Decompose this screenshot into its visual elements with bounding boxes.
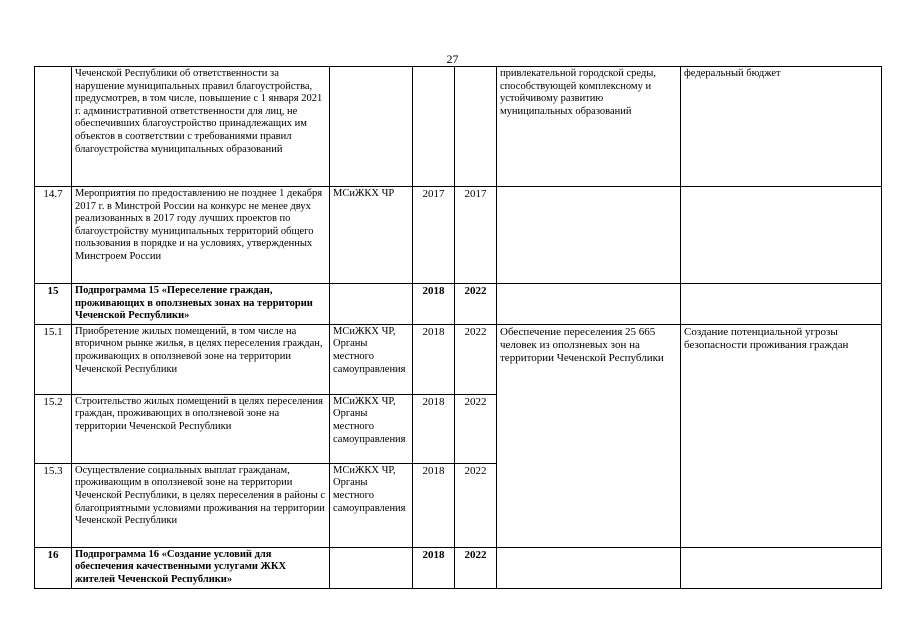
start-year: 2018 — [413, 324, 455, 394]
consequence: Создание потенциальной угрозы безопасности проживания граждан — [681, 324, 882, 547]
end-year: 2022 — [455, 547, 497, 588]
row-number: 15 — [35, 284, 72, 325]
row-number: 15.3 — [35, 463, 72, 547]
start-year: 2018 — [413, 284, 455, 325]
activity-text: Чеченской Республики об ответственности за нарушение муниципальных правил благоустройства, предусмотрев, в том числе, повышение с 1 января 2021 г. административной ответственности для лиц, не обеспечивших благоустройство принадлежащих им объектов в соответствии с требованиями правил благоустройства муниципальных образований — [72, 67, 330, 187]
start-year: 2018 — [413, 547, 455, 588]
expected-result: привлекательной городской среды, способствующей комплексному и устойчивому развитию муниципальных образований — [497, 67, 681, 187]
activity-text: Строительство жилых помещений в целях переселения граждан, проживающих в оползневой зоне на территории Чеченской Республики — [72, 394, 330, 463]
activity-text: Осуществление социальных выплат гражданам, проживающим в оползневой зоне на территории Чеченской Республики, в целях переселения в районы с благоприятными условиями проживания на территории Чеченской Республики — [72, 463, 330, 547]
subprogram-title: Подпрограмма 16 «Создание условий для обеспечения качественными услугами ЖКХ жителей Чеченской Республики» — [72, 547, 330, 588]
executor: МСиЖКХ ЧР, Органы местного самоуправления — [330, 324, 413, 394]
executor — [330, 284, 413, 325]
start-year: 2018 — [413, 463, 455, 547]
executor — [330, 547, 413, 588]
expected-result — [497, 547, 681, 588]
start-year — [413, 67, 455, 187]
consequence: федеральный бюджет — [681, 67, 882, 187]
row-number — [35, 67, 72, 187]
executor: МСиЖКХ ЧР — [330, 187, 413, 284]
end-year: 2022 — [455, 463, 497, 547]
executor: МСиЖКХ ЧР, Органы местного самоуправления — [330, 463, 413, 547]
subprogram-title: Подпрограмма 15 «Переселение граждан, проживающих в оползневых зонах на территории Чеченской Республики» — [72, 284, 330, 325]
page-number: 27 — [446, 52, 459, 66]
consequence — [681, 284, 882, 325]
end-year: 2022 — [455, 324, 497, 394]
end-year: 2017 — [455, 187, 497, 284]
expected-result: Обеспечение переселения 25 665 человек из оползневых зон на территории Чеченской Республики — [497, 324, 681, 547]
consequence — [681, 187, 882, 284]
row-number: 16 — [35, 547, 72, 588]
executor: МСиЖКХ ЧР, Органы местного самоуправления — [330, 394, 413, 463]
table-row-14-7 — [35, 187, 882, 284]
consequence — [681, 547, 882, 588]
table-row-subprogram-16 — [35, 547, 882, 588]
start-year: 2017 — [413, 187, 455, 284]
table-row-subprogram-15 — [35, 284, 882, 325]
start-year: 2018 — [413, 394, 455, 463]
activity-text: Мероприятия по предоставлению не позднее 1 декабря 2017 г. в Минстрой России на конкурс не менее двух реализованных в 2017 году лучших проектов по благоустройству муниципальных территорий общего пользования в порядке и на условиях, утвержденных Минстроем России — [72, 187, 330, 284]
row-number: 15.1 — [35, 324, 72, 394]
executor — [330, 67, 413, 187]
expected-result — [497, 187, 681, 284]
row-number: 14.7 — [35, 187, 72, 284]
end-year: 2022 — [455, 394, 497, 463]
program-table — [34, 66, 882, 589]
row-number: 15.2 — [35, 394, 72, 463]
table-row-continued — [35, 67, 882, 187]
end-year — [455, 67, 497, 187]
table-row-15-1 — [35, 324, 882, 394]
end-year: 2022 — [455, 284, 497, 325]
activity-text: Приобретение жилых помещений, в том числе на вторичном рынке жилья, в целях переселения граждан, проживающих в оползневой зоне на территории Чеченской Республики — [72, 324, 330, 394]
expected-result — [497, 284, 681, 325]
